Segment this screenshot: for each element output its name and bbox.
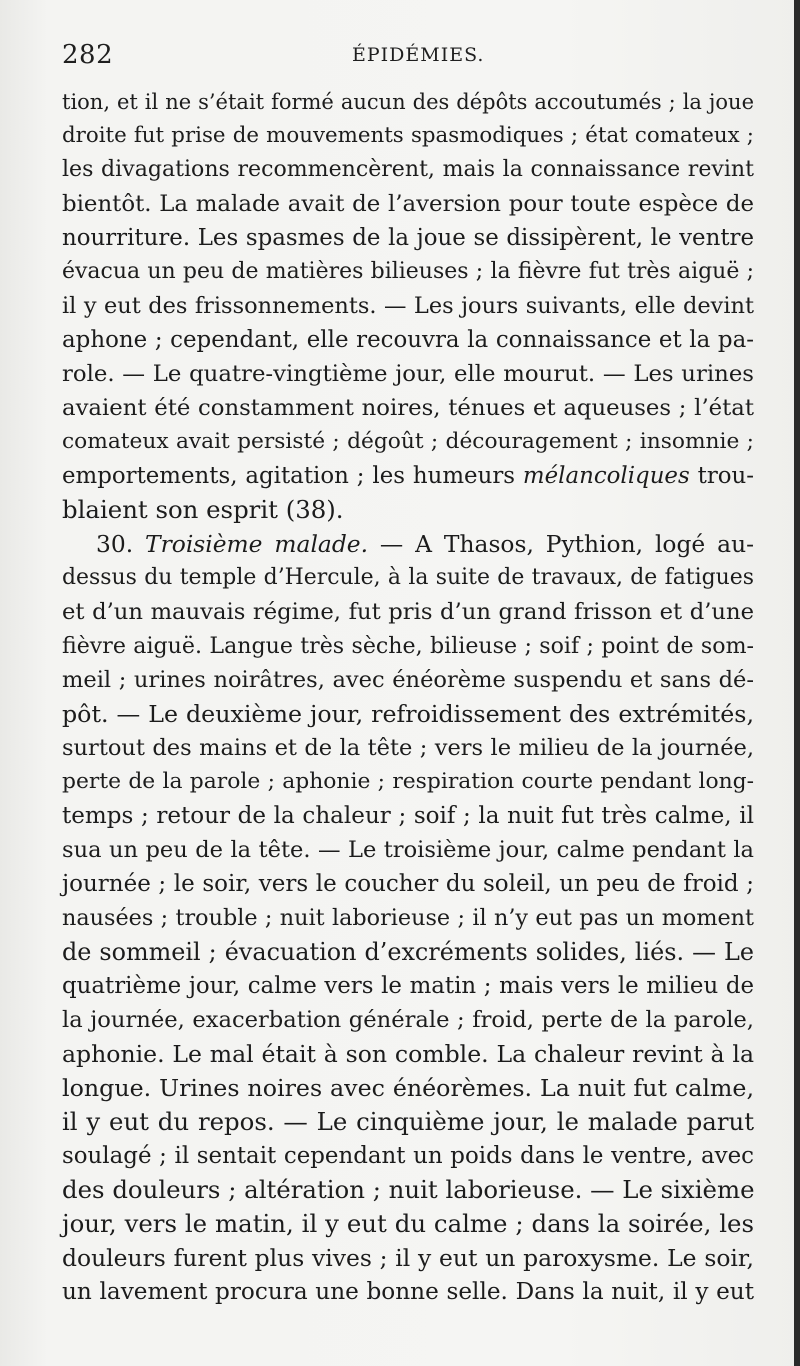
text-line: perte de la parole ; aphonie ; respiration courte pendant long- bbox=[62, 769, 754, 794]
text-line: blaient son esprit (38). bbox=[62, 495, 344, 524]
text-line: douleurs furent plus vives ; il y eut un paroxysme. Le soir, bbox=[62, 1244, 754, 1272]
page-edge-shadow bbox=[794, 0, 800, 1366]
text-line: des douleurs ; altération ; nuit laborieuse. — Le sixième bbox=[62, 1175, 755, 1204]
text-line: soulagé ; il sentait cependant un poids dans le ventre, avec bbox=[62, 1143, 754, 1169]
text-line: bientôt. La malade avait de l’aversion pour toute espèce de bbox=[62, 191, 754, 217]
case-number: 30. bbox=[96, 530, 134, 558]
text-fragment: trou- bbox=[689, 463, 754, 489]
paragraph-1 bbox=[62, 85, 754, 527]
text-line: tion, et il ne s’était formé aucun des dépôts accoutumés ; la joue bbox=[62, 90, 754, 114]
text-line: aphone ; cependant, elle recouvra la connaissance et la pa- bbox=[62, 327, 754, 353]
text-line: pôt. — Le deuxième jour, refroidissement des extrémités, bbox=[62, 700, 754, 728]
text-line: nausées ; trouble ; nuit laborieuse ; il n’y eut pas un moment bbox=[62, 905, 754, 931]
text-line: longue. Urines noires avec énéorèmes. La nuit fut calme, bbox=[62, 1074, 754, 1102]
text-line: nourriture. Les spasmes de la joue se dissipèrent, le ventre bbox=[62, 225, 754, 251]
text-line: temps ; retour de la chaleur ; soif ; la nuit fut très calme, il bbox=[62, 803, 754, 829]
page-number: 282 bbox=[62, 40, 114, 70]
text-line: les divagations recommencèrent, mais la connaissance revint bbox=[62, 157, 754, 182]
text-line: de sommeil ; évacuation d’excréments solides, liés. — Le bbox=[62, 938, 754, 966]
case-title: Troisième malade. bbox=[145, 530, 369, 558]
text-line: surtout des mains et de la tête ; vers le milieu de la journée, bbox=[62, 735, 754, 761]
text-line: quatrième jour, calme vers le matin ; mais vers le milieu de bbox=[62, 973, 754, 999]
text-fragment: emportements, agitation ; les humeurs bbox=[62, 463, 523, 489]
text-line: évacua un peu de matières bilieuses ; la fièvre fut très aiguë ; bbox=[62, 259, 754, 284]
text-line: aphonie. Le mal était à son comble. La chaleur revint à la bbox=[62, 1040, 754, 1068]
case-heading-line bbox=[62, 527, 754, 561]
text-line: meil ; urines noirâtres, avec énéorème suspendu et sans dé- bbox=[62, 667, 754, 693]
text-line: la journée, exacerbation générale ; froid, perte de la parole, bbox=[62, 1007, 754, 1033]
text-line: comateux avait persisté ; dégoût ; découragement ; insomnie ; bbox=[62, 429, 754, 454]
page-header bbox=[62, 40, 754, 80]
text-line: fièvre aiguë. Langue très sèche, bilieuse ; soif ; point de som- bbox=[62, 633, 754, 659]
text-line: et d’un mauvais régime, fut pris d’un grand frisson et d’une bbox=[62, 599, 754, 625]
italic-term: mélancoliques bbox=[522, 463, 690, 489]
text-fragment: — A Thasos, Pythion, logé au- bbox=[368, 530, 754, 558]
running-title: ÉPIDÉMIES. bbox=[352, 44, 485, 66]
text-line-with-italic bbox=[62, 459, 754, 493]
text-line: sua un peu de la tête. — Le troisième jour, calme pendant la bbox=[62, 837, 754, 863]
text-line: droite fut prise de mouvements spasmodiques ; état comateux ; bbox=[62, 123, 754, 148]
text-line: jour, vers le matin, il y eut du calme ; dans la soirée, les bbox=[62, 1209, 754, 1238]
paragraph-2 bbox=[62, 527, 754, 1309]
text-line: role. — Le quatre-vingtième jour, elle mourut. — Les urines bbox=[62, 361, 754, 387]
text-line: dessus du temple d’Hercule, à la suite de travaux, de fatigues bbox=[62, 565, 754, 590]
text-line: il y eut du repos. — Le cinquième jour, le malade parut bbox=[62, 1107, 754, 1136]
page-text bbox=[62, 85, 754, 1309]
text-line: avaient été constamment noires, ténues et aqueuses ; l’état bbox=[62, 395, 754, 421]
text-line: il y eut des frissonnements. — Les jours suivants, elle devint bbox=[62, 293, 754, 319]
text-line: journée ; le soir, vers le coucher du soleil, un peu de froid ; bbox=[62, 871, 754, 897]
text-line: un lavement procura une bonne selle. Dans la nuit, il y eut bbox=[62, 1278, 754, 1305]
